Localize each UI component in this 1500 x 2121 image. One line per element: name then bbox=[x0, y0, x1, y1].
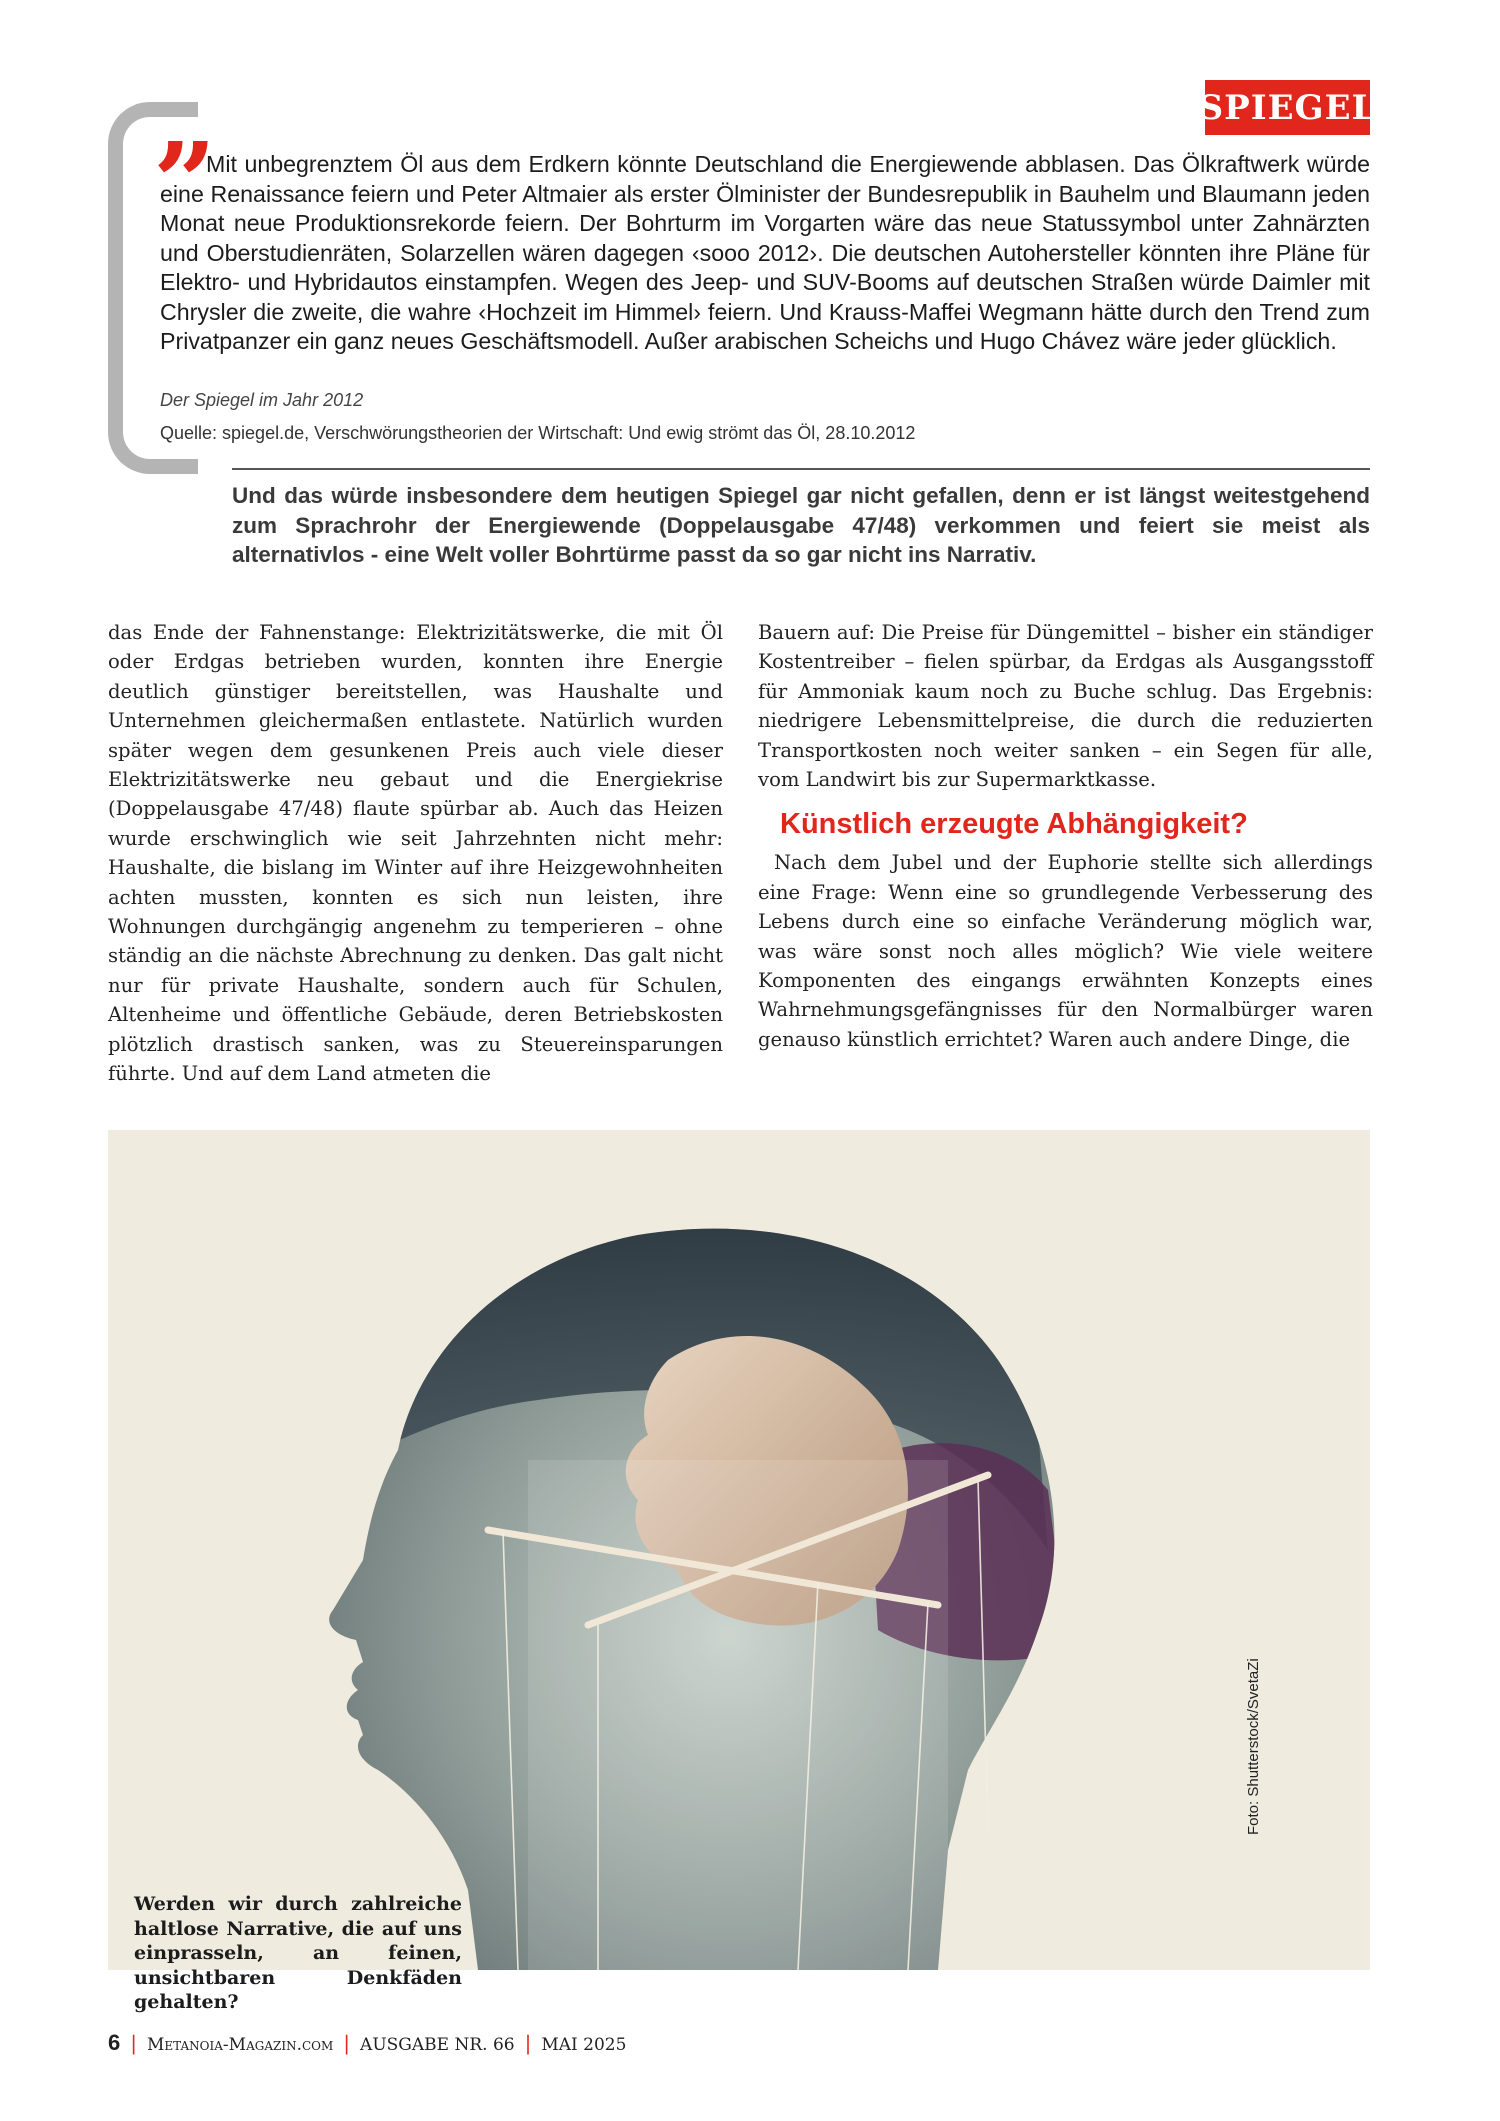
photo-caption: Werden wir durch zahlreiche haltlose Narrative, die auf uns einprasseln, an feinen, unsichtbaren Denkfäden gehalten? bbox=[134, 1893, 462, 2013]
page-footer bbox=[108, 2030, 626, 2056]
page-number: 6 bbox=[108, 2030, 121, 2055]
article-paragraph: Bauern auf: Die Preise für Düngemittel – bisher ein ständiger Kostentreiber – fielen spürbar, da Erdgas als Ausgangsstoff für Ammoniak kaum noch zu Buche schlug. Das Ergebnis: niedrigere Lebensmittelpreise, die durch die reduzierten Transportkosten noch weiter sanken – ein Segen für alle, vom Landwirt bis zur Supermarktkasse. bbox=[758, 621, 1373, 792]
quote-attribution: Der Spiegel im Jahr 2012 bbox=[160, 390, 364, 410]
photo-credit: Foto: Shutterstock/SvetaZi bbox=[1245, 1658, 1262, 1835]
article-photo bbox=[108, 1130, 1370, 2013]
article-column-left bbox=[108, 618, 723, 1089]
quote-text-content: Mit unbegrenztem Öl aus dem Erdkern könnte Deutschland die Energiewende abblasen. Das Ölkraftwerk würde eine Renaissance feiern und Peter Altmaier als erster Ölminister der Bundesrepublik in Bauhelm und Blaumann jeden Monat neue Produktionsrekorde feiern. Der Bohrturm im Vorgarten wäre das neue Statussymbol unter Zahnärzten und Oberstudienräten, Solarzellen wären dagegen ‹sooo 2012›. Die deutschen Autohersteller könnten ihre Pläne für Elektro- und Hybridautos einstampfen. Wegen des Jeep- und SUV-Booms auf deutschen Straßen würde Daimler mit Chrysler die zweite, die wahre ‹Hochzeit im Himmel› feiern. Und Krauss-Maffei Wegmann hätte durch den Trend zum Privatpanzer ein ganz neues Geschäftsmodell. Außer arabischen Scheichs und Hugo Chávez wäre jeder glücklich. bbox=[160, 151, 1370, 354]
footer-site-link[interactable]: Metanoia-Magazin.com bbox=[147, 2035, 334, 2055]
article-column-right bbox=[758, 618, 1373, 1054]
article-paragraph: Nach dem Jubel und der Euphorie stellte sich allerdings eine Frage: Wenn eine so grundlegende Verbesserung des Lebens durch eine so einfache Veränderung möglich war, was wäre sonst noch alles möglich? Wie viele weitere Komponenten des eingangs erwähnten Konzepts eines Wahrnehmungsgefängnisses für den Normalbürger waren genauso künstlich errichtet? Waren auch andere Dinge, die bbox=[758, 851, 1373, 1051]
puppet-head-illustration bbox=[108, 1130, 1370, 1970]
spiegel-logo: SPIEGEL bbox=[1205, 80, 1370, 135]
teaser-text: Und das würde insbesondere dem heutigen Spiegel gar nicht gefallen, denn er ist längst weitestgehend zum Sprachrohr der Energiewende (Doppelausgabe 47/48) verkommen und feiert sie meist als alternativlos - eine Welt voller Bohrtürme passt da so gar nicht ins Narrativ. bbox=[232, 483, 1370, 567]
section-heading: Künstlich erzeugte Abhängigkeit? bbox=[780, 808, 1248, 841]
quote-source: Quelle: spiegel.de, Verschwörungstheorien der Wirtschaft: Und ewig strömt das Öl, 28.10.2012 bbox=[160, 423, 916, 443]
footer-issue: AUSGABE NR. 66 bbox=[360, 2035, 515, 2055]
footer-separator: | bbox=[130, 2031, 137, 2055]
footer-separator: | bbox=[343, 2031, 351, 2055]
quotation-mark-icon: ” bbox=[153, 118, 217, 247]
footer-date: MAI 2025 bbox=[541, 2035, 627, 2055]
divider bbox=[232, 468, 1370, 470]
footer-separator: | bbox=[524, 2031, 532, 2055]
quote-text bbox=[160, 150, 1370, 357]
article-paragraph: das Ende der Fahnenstange: Elektrizitätswerke, die mit Öl oder Erdgas betrieben wurden, konnten ihre Energie deutlich günstiger bereitstellen, was Haushalte und Unternehmen gleichermaßen entlastete. Natürlich wurden später wegen dem gesunkenen Preis auch viele dieser Elektrizitätswerke neu gebaut und die Energiekrise (Doppelausgabe 47/48) flaute spürbar ab. Auch das Heizen wurde erschwinglich wie seit Jahrzehnten nicht mehr: Haushalte, die bislang im Winter auf ihre Heizgewohnheiten achten mussten, konnten es sich nun leisten, ihre Wohnungen durchgängig angenehm zu temperieren – ohne ständig an die nächste Abrechnung zu denken. Das galt nicht nur für private Haushalte, sondern auch für Schulen, Altenheime und öffentliche Gebäude, deren Betriebskosten plötzlich drastisch sanken, was zu Steuereinsparungen führte. Und auf dem Land atmeten die bbox=[108, 621, 723, 1086]
